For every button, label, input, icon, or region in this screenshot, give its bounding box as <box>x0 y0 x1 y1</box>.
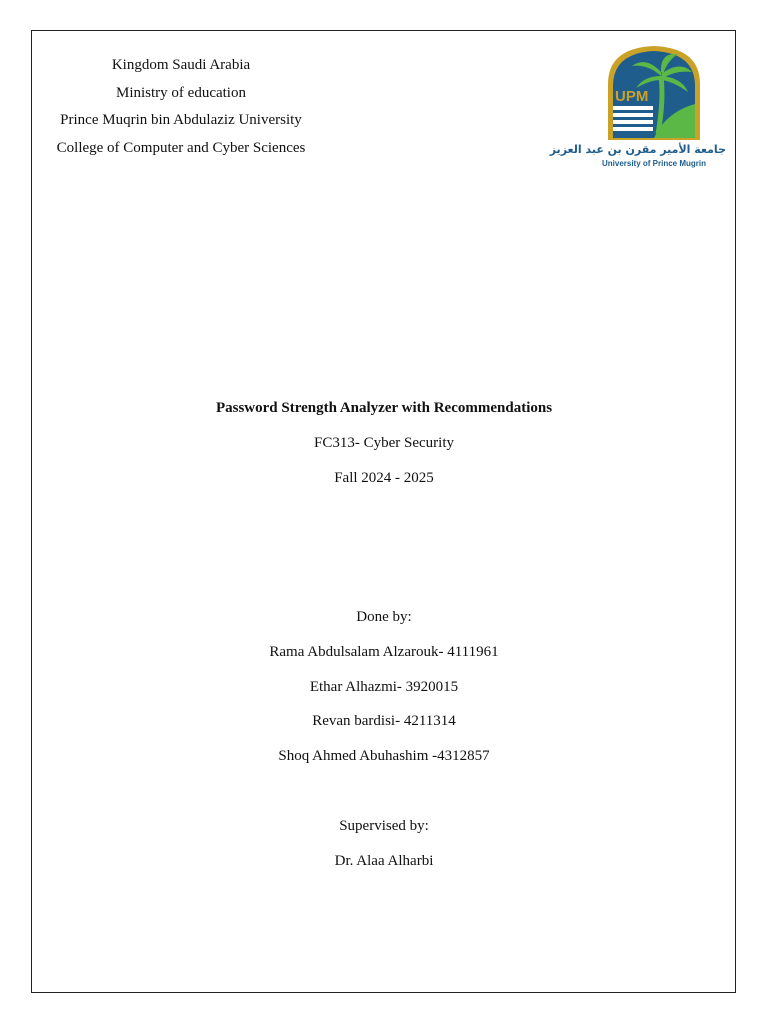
project-title: Password Strength Analyzer with Recommendations <box>215 400 553 416</box>
logo-english-name: University of Prince Mugrin <box>601 159 707 168</box>
country-name: Kingdom Saudi Arabia <box>111 57 251 73</box>
page-border <box>31 30 736 993</box>
team-member: Shoq Ahmed Abuhashim -4312857 <box>278 748 490 764</box>
term: Fall 2024 - 2025 <box>334 470 434 486</box>
supervisor-name: Dr. Alaa Alharbi <box>334 853 434 869</box>
done-by-label: Done by: <box>356 609 412 625</box>
logo-abbr: UPM <box>615 88 649 105</box>
institution-header <box>32 52 330 162</box>
team-member: Rama Abdulsalam Alzarouk- 4111961 <box>269 644 499 660</box>
logo-arabic-name: جامعة الأمير مقرن بن عبد العزيز <box>549 143 726 156</box>
team-member: Ethar Alhazmi- 3920015 <box>309 679 459 695</box>
university-name: Prince Muqrin bin Abdulaziz University <box>60 112 302 128</box>
ministry-name: Ministry of education <box>116 84 246 101</box>
team-member: Revan bardisi- 4211314 <box>312 713 456 729</box>
course-name: FC313- Cyber Security <box>314 435 454 451</box>
college-name: College of Computer and Cyber Sciences <box>56 139 306 156</box>
supervised-by-label: Supervised by: <box>339 818 429 834</box>
